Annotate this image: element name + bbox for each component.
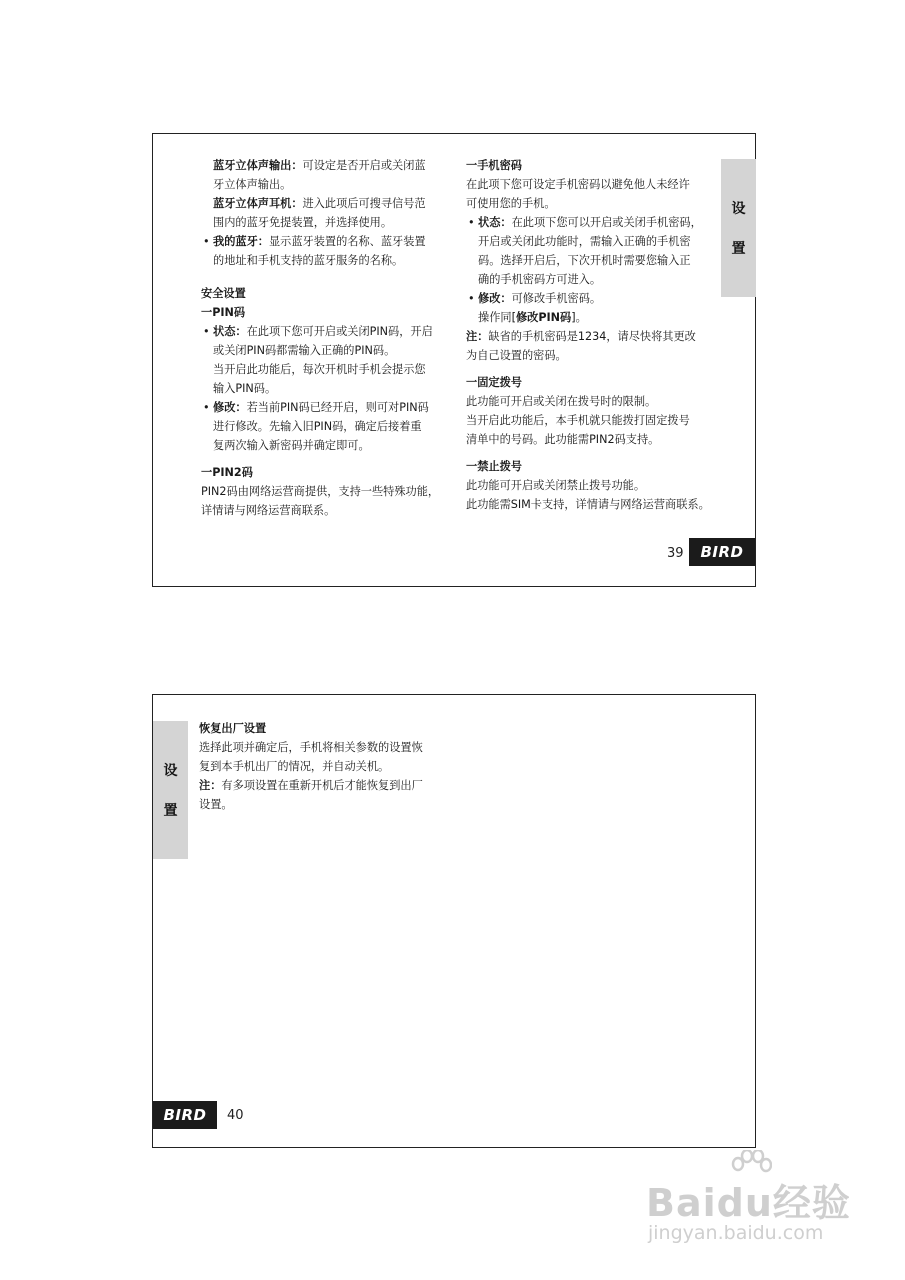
phone-password-heading: 一手机密码 <box>466 159 522 172</box>
bt-stereo-ear-text-2: 围内的蓝牙免提装置，并选择使用。 <box>213 216 393 229</box>
call-barring-text-1: 此功能可开启或关闭禁止拨号功能。 <box>466 479 646 492</box>
call-barring-text-2: 此功能需SIM卡支持，详情请与网络运营商联系。 <box>466 498 710 511</box>
password-modify-text: 可修改手机密码。 <box>511 292 602 305</box>
pin-status-text: 在此项下您可开启或关闭PIN码，开启 <box>246 325 433 338</box>
bird-logo: BIRD <box>153 1101 217 1129</box>
phone-password-text-2: 可使用您的手机。 <box>466 197 556 210</box>
modify-ref-bold: 修改PIN码 <box>515 311 572 324</box>
pin-status-text-3: 当开启此功能后，每次开机时手机会提示您 <box>213 363 426 376</box>
bt-stereo-out-text: 可设定是否开启或关闭蓝 <box>302 159 426 172</box>
factory-reset-note-text: 有多项设置在重新开机后才能恢复到出厂 <box>221 779 423 792</box>
call-barring-heading: 一禁止拨号 <box>466 460 522 473</box>
pin2-text-1: PIN2码由网络运营商提供，支持一些特殊功能， <box>201 485 440 498</box>
left-column <box>201 156 453 520</box>
baidu-watermark <box>640 1150 890 1260</box>
pin2-text-2: 详情请与网络运营商联系。 <box>201 504 336 517</box>
settings-side-tab <box>721 159 756 297</box>
page-number: 40 <box>227 1108 244 1123</box>
modify-ref-prefix: 操作同[ <box>478 311 516 324</box>
factory-reset-note <box>199 776 459 795</box>
my-bluetooth-title: 我的蓝牙： <box>213 235 269 248</box>
password-status-label: 状态： <box>478 216 512 229</box>
fixed-dialing-text-1: 此功能可开启或关闭在拨号时的限制。 <box>466 395 657 408</box>
modify-ref-suffix: ]。 <box>571 311 587 324</box>
my-bluetooth-text: 显示蓝牙装置的名称、蓝牙装置 <box>268 235 426 248</box>
fixed-dialing-text-3: 清单中的号码。此功能需PIN2码支持。 <box>466 433 660 446</box>
settings-side-tab <box>153 721 188 859</box>
my-bluetooth-text-2: 的地址和手机支持的蓝牙服务的名称。 <box>213 254 404 267</box>
phone-password-text-1: 在此项下您可设定手机密码以避免他人未经许 <box>466 178 690 191</box>
password-status-item <box>466 213 722 232</box>
pin-modify-text: 若当前PIN码已经开启，则可对PIN码 <box>246 401 429 414</box>
fixed-dialing-text-2: 当开启此功能后，本手机就只能拨打固定拨号 <box>466 414 690 427</box>
bt-stereo-ear-text: 进入此项后可搜寻信号范 <box>302 197 426 210</box>
pin-status-label: 状态： <box>213 325 247 338</box>
password-modify-text-2 <box>466 308 722 327</box>
watermark-brand: Baidu经验 <box>646 1181 851 1225</box>
side-tab-char-2: 置 <box>163 803 178 819</box>
password-note-label: 注： <box>466 330 489 343</box>
watermark-url: jingyan.baidu.com <box>648 1222 824 1244</box>
manual-page-39 <box>152 133 756 587</box>
password-modify-item <box>466 289 722 308</box>
factory-reset-heading: 恢复出厂设置 <box>199 722 267 735</box>
bt-stereo-ear-title: 蓝牙立体声耳机： <box>213 197 303 210</box>
factory-reset-note-label: 注： <box>199 779 222 792</box>
security-settings-heading: 安全设置 <box>201 287 246 300</box>
pin-modify-label: 修改： <box>213 401 247 414</box>
password-status-text-2: 开启或关闭此功能时，需输入正确的手机密 <box>478 235 691 248</box>
bt-stereo-out-text-2: 牙立体声输出。 <box>213 178 292 191</box>
password-status-text-4: 确的手机密码方可进入。 <box>478 273 602 286</box>
factory-reset-note-text-2: 设置。 <box>199 798 233 811</box>
bt-stereo-out-title: 蓝牙立体声输出： <box>213 159 303 172</box>
pin-modify-item <box>201 398 453 417</box>
side-tab-char-1: 设 <box>731 201 746 217</box>
factory-reset-text-1: 选择此项并确定后，手机将相关参数的设置恢 <box>199 741 423 754</box>
factory-reset-text-2: 复到本手机出厂的情况，并自动关机。 <box>199 760 390 773</box>
password-modify-label: 修改： <box>478 292 512 305</box>
password-note-text: 缺省的手机密码是1234，请尽快将其更改 <box>488 330 696 343</box>
page-number: 39 <box>667 546 684 561</box>
password-status-text: 在此项下您可以开启或关闭手机密码， <box>511 216 702 229</box>
fixed-dialing-heading: 一固定拨号 <box>466 376 522 389</box>
side-tab-char-2: 置 <box>731 241 746 257</box>
right-column <box>466 156 722 514</box>
pin-modify-text-3: 复两次输入新密码并确定即可。 <box>213 439 370 452</box>
pin-modify-text-2: 进行修改。先输入旧PIN码，确定后接着重 <box>213 420 422 433</box>
pin2-heading: 一PIN2码 <box>201 466 253 479</box>
pin-status-item <box>201 322 453 341</box>
password-note <box>466 327 722 346</box>
pin-status-text-2: 或关闭PIN码都需输入正确的PIN码。 <box>213 344 396 357</box>
password-status-text-3: 码。选择开启后，下次开机时需要您输入正 <box>478 254 691 267</box>
pin-status-text-4: 输入PIN码。 <box>213 382 277 395</box>
page40-content <box>199 719 459 814</box>
manual-page-40 <box>152 694 756 1148</box>
my-bluetooth-item <box>201 232 453 251</box>
side-tab-char-1: 设 <box>163 763 178 779</box>
pin-code-heading: 一PIN码 <box>201 306 246 319</box>
bird-logo: BIRD <box>689 538 755 566</box>
password-note-text-2: 为自己设置的密码。 <box>466 349 567 362</box>
